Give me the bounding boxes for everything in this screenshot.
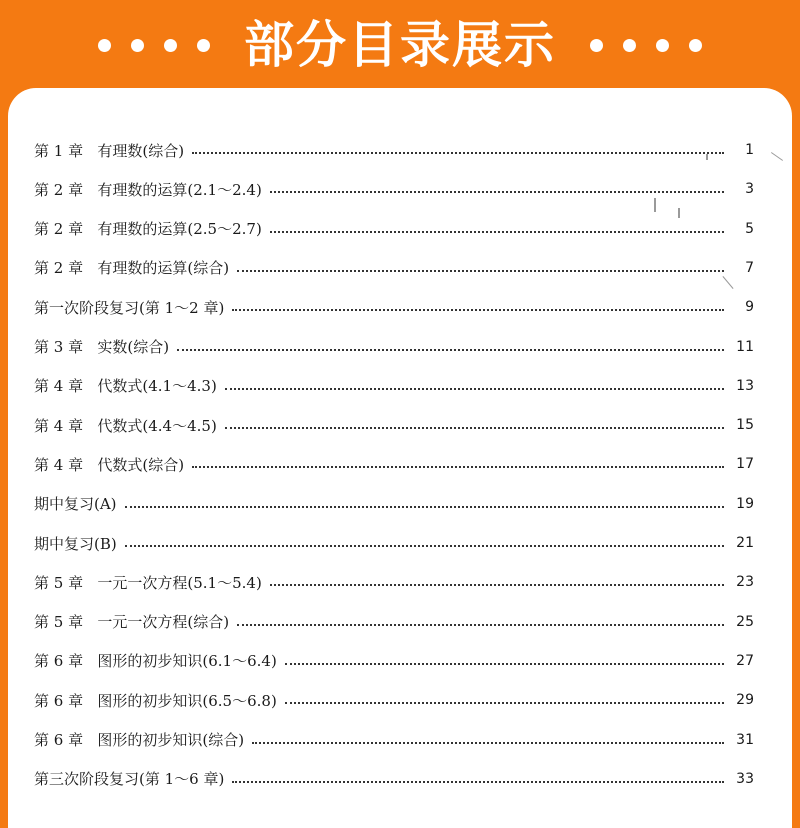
- dot-leader: [232, 309, 724, 311]
- toc-row: [34, 374, 754, 398]
- toc-entry-title: 第 3 章 实数(综合): [34, 338, 170, 356]
- toc-row: [34, 177, 754, 201]
- dot-leader: [177, 349, 724, 351]
- toc-entry-title: 第一次阶段复习(第 1～2 章): [34, 298, 225, 317]
- dot-leader: [192, 466, 724, 468]
- dot-leader: [232, 781, 724, 783]
- toc-entry-title: 第 5 章 一元一次方程(综合): [34, 613, 230, 632]
- dot-leader: [225, 388, 724, 390]
- toc-entry-title: 第 6 章 图形的初步知识(综合): [34, 731, 245, 749]
- dot-icon: [197, 39, 210, 52]
- header-banner: [0, 0, 800, 90]
- toc-row: [34, 728, 754, 752]
- toc-row: [34, 138, 754, 162]
- scan-speck: [678, 208, 680, 218]
- toc-entry-title: 第 4 章 代数式(4.4～4.5): [34, 416, 217, 435]
- dot-icon: [656, 39, 669, 52]
- dot-leader: [285, 663, 724, 665]
- dot-leader: [270, 191, 724, 193]
- dot-icon: [590, 39, 603, 52]
- toc-page-number: 33: [736, 770, 754, 787]
- toc-entry-title: 第 4 章 代数式(综合): [34, 455, 185, 474]
- dot-leader: [270, 584, 724, 586]
- dot-icon: [98, 39, 111, 52]
- toc-row: [34, 570, 754, 594]
- toc-page: [8, 88, 792, 828]
- toc-entry-title: 第三次阶段复习(第 1～6 章): [34, 770, 225, 789]
- toc-page-number: 27: [736, 652, 754, 669]
- right-dots-decoration: [590, 39, 702, 52]
- toc-row: [34, 217, 754, 241]
- toc-page-number: 19: [736, 495, 754, 512]
- toc-page-number: 3: [745, 181, 754, 198]
- toc-page-number: 1: [745, 142, 754, 158]
- scan-speck: [771, 152, 783, 161]
- dot-icon: [623, 39, 636, 52]
- toc-row: [34, 649, 754, 673]
- dot-icon: [689, 39, 702, 52]
- toc-entry-title: 第 2 章 有理数的运算(2.1～2.4): [34, 180, 262, 199]
- dot-leader: [270, 231, 724, 233]
- toc-page-number: 29: [736, 692, 754, 709]
- toc-page-number: 21: [736, 535, 754, 551]
- dot-leader: [237, 270, 724, 272]
- toc-row: [34, 452, 754, 476]
- toc-page-number: 15: [736, 417, 754, 434]
- toc-page-number: 5: [745, 220, 754, 237]
- toc-page-number: 23: [736, 574, 754, 591]
- toc-entry-title: 第 6 章 图形的初步知识(6.1～6.4): [34, 652, 277, 671]
- toc-page-number: 11: [736, 338, 754, 355]
- toc-entry-title: 期中复习(B): [34, 534, 117, 553]
- toc-row: [34, 767, 754, 791]
- toc-row: [34, 688, 754, 712]
- dot-leader: [252, 742, 724, 744]
- toc-page-number: 31: [736, 731, 754, 748]
- toc-entry-title: 期中复习(A): [34, 495, 117, 514]
- toc-page-number: 7: [745, 259, 754, 276]
- scan-speck: [706, 154, 708, 160]
- dot-icon: [164, 39, 177, 52]
- toc-row: [34, 610, 754, 634]
- dot-leader: [285, 702, 724, 704]
- toc-entry-title: 第 2 章 有理数的运算(综合): [34, 259, 230, 278]
- toc-page-number: 25: [736, 613, 754, 630]
- page-title: 部分目录展示: [244, 16, 556, 74]
- dot-leader: [192, 152, 724, 154]
- scan-speck: [654, 198, 656, 212]
- toc-row: [34, 295, 754, 319]
- toc-row: [34, 413, 754, 437]
- toc-entry-title: 第 4 章 代数式(4.1～4.3): [34, 377, 217, 396]
- dot-icon: [131, 39, 144, 52]
- toc-page-number: 17: [736, 456, 754, 473]
- toc-entry-title: 第 1 章 有理数(综合): [34, 141, 185, 160]
- dot-leader: [237, 624, 724, 626]
- toc-row: [34, 335, 754, 359]
- left-dots-decoration: [98, 39, 210, 52]
- toc-row: [34, 256, 754, 280]
- toc-entry-title: 第 6 章 图形的初步知识(6.5～6.8): [34, 691, 277, 710]
- toc-row: [34, 531, 754, 555]
- toc-page-number: 13: [736, 377, 754, 394]
- dot-leader: [225, 427, 724, 429]
- toc-page-number: 9: [745, 299, 754, 316]
- dot-leader: [125, 545, 724, 547]
- dot-leader: [125, 506, 724, 508]
- toc-entry-title: 第 2 章 有理数的运算(2.5～2.7): [34, 220, 262, 239]
- toc-entry-title: 第 5 章 一元一次方程(5.1～5.4): [34, 573, 262, 592]
- toc-row: [34, 492, 754, 516]
